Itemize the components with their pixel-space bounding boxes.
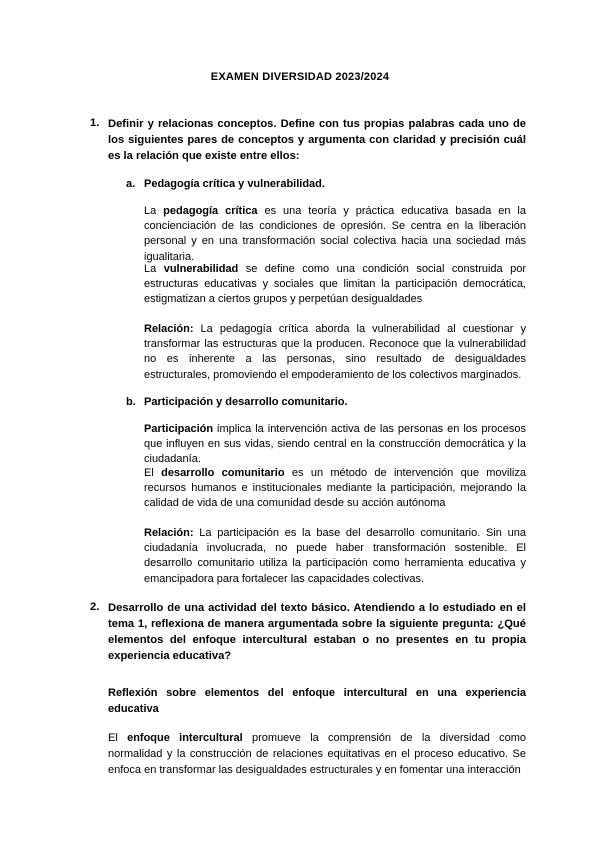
part-a-relation: Relación: La pedagogía crítica aborda la vulnerabilidad al cuestionar y transformar las estructuras que la producen. Reconoce que la vulnerabilidad no es inherente a las personas, sino resultado de desigualdades estructurales, promoviendo el empoderamiento de los colectivos marginados. <box>144 323 526 381</box>
part-b-heading: Participación y desarrollo comunitario. <box>144 396 348 408</box>
term-pedagogia-critica: pedagogía crítica <box>163 205 258 217</box>
term-desarrollo-comunitario: desarrollo comunitario <box>161 467 285 479</box>
relation-label: Relación: <box>144 323 194 335</box>
question-1-text: Definir y relacionas conceptos. Define con tus propias palabras cada uno de los siguientes pares de conceptos y argumenta con claridad y precisión cuál es la relación que existe entre ellos: <box>108 118 526 162</box>
part-a-paragraph-2: La vulnerabilidad se define como una condición social construida por estructuras educativas y sociales que limitan la participación democrática, estigmatizan a ciertos grupos y perpetúan desigualdades <box>144 263 526 306</box>
term-vulnerabilidad: vulnerabilidad <box>163 263 239 275</box>
relation-label: Relación: <box>144 527 194 539</box>
question-2-paragraph-1: El enfoque intercultural promueve la comprensión de la diversidad como normalidad y la construcción de relaciones equitativas en el proceso educativo. Se enfoca en transformar las desigualdades estructurales y en fomentar una interacción <box>108 732 527 776</box>
question-1-number: 1. <box>90 117 100 129</box>
reflection-title: Reflexión sobre elementos del enfoque intercultural en una experiencia educativa <box>108 687 526 715</box>
part-b-relation: Relación: La participación es la base del desarrollo comunitario. Sin una ciudadanía involucrada, no puede haber transformación sostenible. El desarrollo comunitario utiliza la participación como herramienta educativa y emancipadora para fortalecer las capacidades colectivas. <box>144 527 526 585</box>
part-b-label: b. <box>126 396 136 408</box>
question-2-number: 2. <box>90 601 100 613</box>
document-title: EXAMEN DIVERSIDAD 2023/2024 <box>210 71 390 83</box>
part-a-label: a. <box>126 178 136 190</box>
part-a-heading: Pedagogía crítica y vulnerabilidad. <box>144 178 325 190</box>
term-participacion: Participación <box>144 423 214 435</box>
part-b-paragraph-1: Participación implica la intervención activa de las personas en los procesos que influyen en sus vidas, siendo central en la construcción democrática y la ciudadanía. <box>144 423 526 466</box>
term-enfoque-intercultural: enfoque intercultural <box>127 732 243 744</box>
question-2-text: Desarrollo de una actividad del texto básico. Atendiendo a lo estudiado en el tema 1, reflexiona de manera argumentada sobre la siguiente pregunta: ¿Qué elementos del enfoque intercultural estaban o no presentes en tu propia experiencia educativa? <box>108 602 526 662</box>
part-a-paragraph-1: La pedagogía crítica es una teoría y práctica educativa basada en la concienciación de las condiciones de opresión. Se centra en la liberación personal y en una transformación social colectiva hacia una sociedad más igualitaria. <box>144 205 526 263</box>
part-b-paragraph-2: El desarrollo comunitario es un método de intervención que moviliza recursos humanos e institucionales mediante la participación, mejorando la calidad de vida de una comunidad desde su acción autónoma <box>144 467 526 510</box>
